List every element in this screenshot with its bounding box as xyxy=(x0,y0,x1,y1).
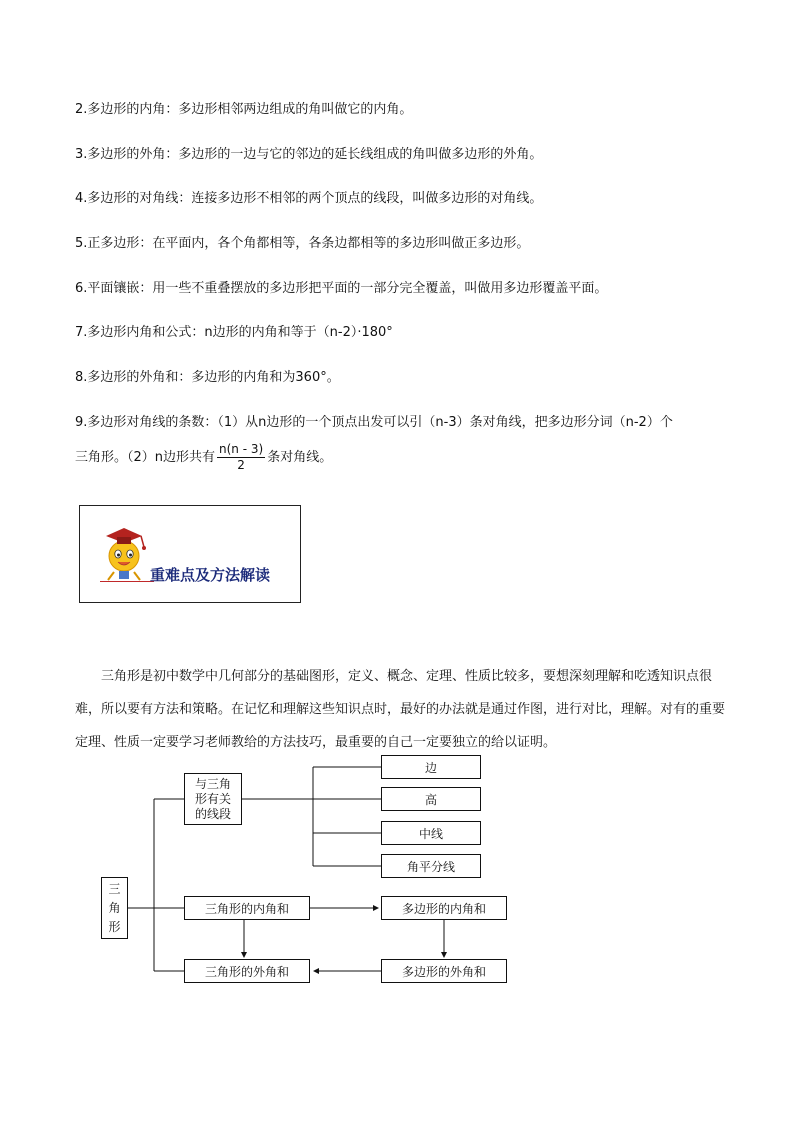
item-number: 8. xyxy=(75,370,88,385)
item-number: 3. xyxy=(75,147,88,162)
item-number: 2. xyxy=(75,102,88,117)
diagram-leaf-height: 高 xyxy=(381,787,481,811)
diagram-leaf-side: 边 xyxy=(381,755,481,779)
item-number: 6. xyxy=(75,281,88,296)
item-text: 多边形内角和公式：n边形的内角和等于（n-2）·180° xyxy=(87,325,393,340)
diagram-polygon-exterior-sum: 多边形的外角和 xyxy=(381,959,507,983)
item-number: 7. xyxy=(75,325,88,340)
fraction-denominator: 2 xyxy=(237,458,245,472)
section-title: 重难点及方法解读 xyxy=(150,566,271,584)
diagram-leaf-median: 中线 xyxy=(381,821,481,845)
intro-paragraph: 三角形是初中数学中几何部分的基础图形，定义、概念、定理、性质比较多，要想深刻理解和吃透知识点很难，所以要有方法和策略。在记忆和理解这些知识点时，最好的办法就是通过作图，进行对比，理解。对有的重要定理、性质一定要学习老师教给的方法技巧，最重要的自己一定要独立的给以证明。 xyxy=(75,669,726,750)
diagram-polygon-interior-sum: 多边形的内角和 xyxy=(381,896,507,920)
item-text: 多边形的内角：多边形相邻两边组成的角叫做它的内角。 xyxy=(87,102,413,117)
diagram-triangle-interior-sum: 三角形的内角和 xyxy=(184,896,310,920)
item-number: 5. xyxy=(75,236,88,251)
diagram-root-triangle: 三 角 形 xyxy=(101,877,128,939)
diagram-triangle-exterior-sum: 三角形的外角和 xyxy=(184,959,310,983)
item-text: 多边形的外角和：多边形的内角和为360°。 xyxy=(87,370,340,385)
diagram-related-segments: 与三角 形有关 的线段 xyxy=(184,773,242,825)
item-9-text-end: 条对角线。 xyxy=(267,450,333,465)
item-9-text: 三角形。（2）n边形共有 xyxy=(75,450,216,465)
item-number: 4. xyxy=(75,191,88,206)
diagram-leaf-angle-bisector: 角平分线 xyxy=(381,854,481,878)
item-text: 多边形的对角线：连接多边形不相邻的两个顶点的线段，叫做多边形的对角线。 xyxy=(87,191,543,206)
item-9-line1: 9.多边形对角线的条数：（1）从n边形的一个顶点出发可以引（n-3）条对角线，把多边形分词（n-2）个 xyxy=(75,415,673,430)
fraction-numerator: n(n - 3) xyxy=(219,442,264,456)
item-text: 多边形的外角：多边形的一边与它的邻边的延长线组成的角叫做多边形的外角。 xyxy=(87,147,543,162)
item-text: 平面镶嵌：用一些不重叠摆放的多边形把平面的一部分完全覆盖，叫做用多边形覆盖平面。 xyxy=(87,281,608,296)
item-text: 正多边形：在平面内，各个角都相等，各条边都相等的多边形叫做正多边形。 xyxy=(87,236,530,251)
